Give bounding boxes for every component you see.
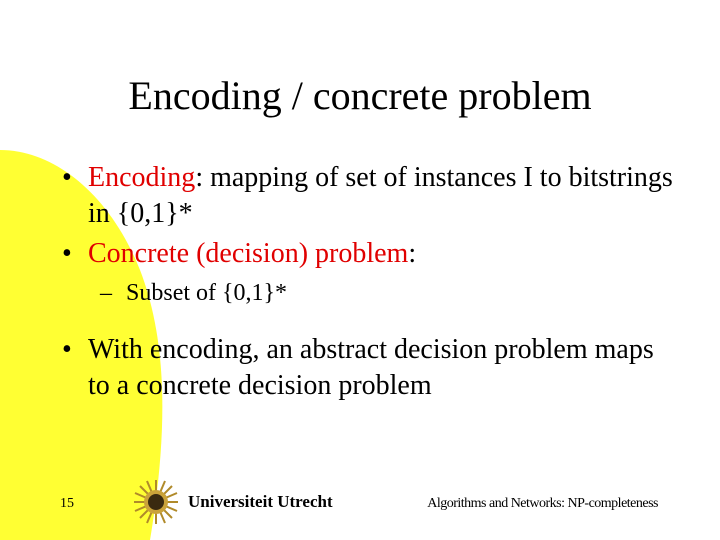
sub-bullet-marker: – (100, 280, 112, 306)
bullet-text: With encoding, an abstract decision problem maps to a concrete decision problem (88, 334, 654, 401)
bullet-text: : mapping of set of instances I to bitstrings in {0,1}* (88, 162, 673, 229)
term-encoding: Encoding (88, 162, 196, 193)
university-logo (132, 478, 342, 526)
sun-emblem-icon (132, 478, 180, 526)
slide-title: Encoding / concrete problem (128, 73, 592, 118)
logo-text: Universiteit Utrecht (188, 492, 333, 511)
bullet-concrete-problem (62, 236, 682, 272)
bullet-marker: • (62, 238, 72, 269)
course-footer: Algorithms and Networks: NP-completeness (427, 496, 658, 511)
bullet-encoding (62, 160, 682, 232)
sub-bullet-subset (62, 278, 682, 308)
bullet-marker: • (62, 334, 72, 365)
bullet-with-encoding (62, 332, 682, 404)
bullet-marker: • (62, 162, 72, 193)
sub-bullet-text: Subset of {0,1}* (126, 280, 288, 306)
slide-content (62, 160, 682, 404)
term-concrete-problem: Concrete (decision) problem (88, 238, 409, 269)
bullet-text: : (408, 238, 417, 269)
page-number: 15 (60, 496, 74, 511)
